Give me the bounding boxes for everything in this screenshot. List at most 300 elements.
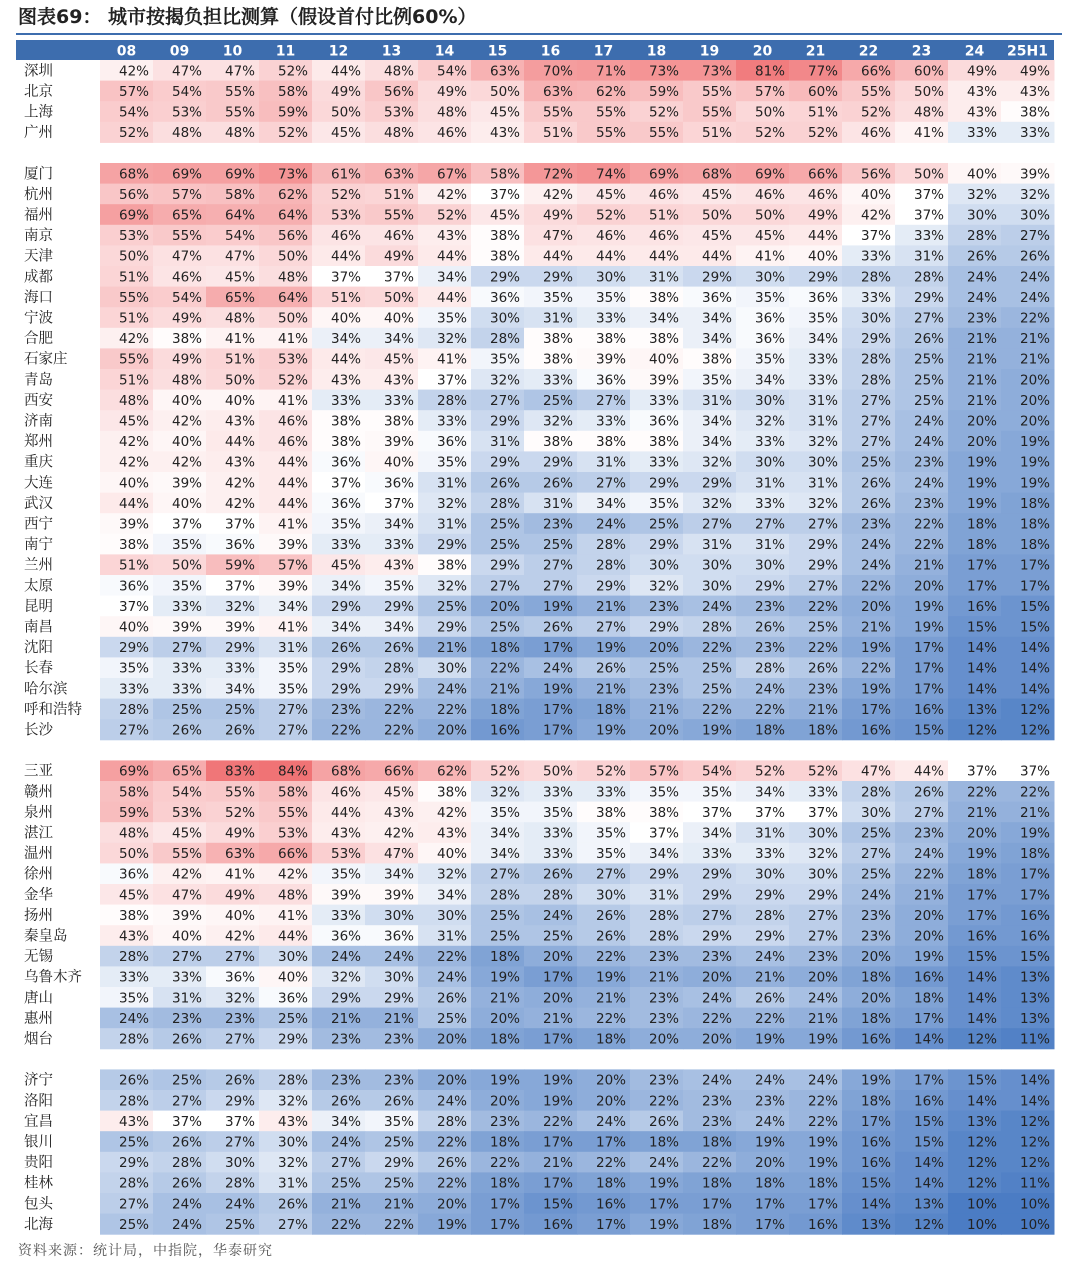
cell-value: 10% (1019, 1196, 1050, 1213)
row-label: 昆明 (24, 598, 53, 615)
cell-value: 51% (118, 557, 149, 574)
cell-value: 40% (171, 928, 202, 945)
cell-value: 24% (913, 846, 944, 863)
cell-value: 19% (807, 1134, 838, 1151)
row-label: 青岛 (24, 372, 53, 389)
cell-value: 52% (754, 125, 785, 142)
cell-value: 25% (171, 1072, 202, 1089)
cell-value: 38% (595, 434, 626, 451)
cell-value: 64% (224, 207, 255, 224)
cell-value: 70% (542, 63, 573, 80)
cell-value: 26% (171, 1175, 202, 1192)
cell-value: 38% (118, 907, 149, 924)
cell-value: 47% (383, 846, 414, 863)
cell-value: 27% (224, 949, 255, 966)
cell-value: 33% (118, 969, 149, 986)
cell-value: 28% (542, 887, 573, 904)
row-label: 金华 (24, 887, 53, 904)
cell-value: 31% (807, 392, 838, 409)
cell-value: 16% (860, 1134, 891, 1151)
cell-value: 25% (383, 1134, 414, 1151)
cell-value: 21% (913, 887, 944, 904)
cell-value: 31% (754, 537, 785, 554)
cell-value: 49% (224, 887, 255, 904)
cell-value: 33% (754, 846, 785, 863)
cell-value: 51% (330, 289, 361, 306)
cell-value: 24% (648, 1155, 679, 1172)
cell-value: 40% (330, 310, 361, 327)
cell-value: 20% (648, 1031, 679, 1048)
cell-value: 24% (754, 1113, 785, 1130)
cell-value: 32% (277, 1093, 308, 1110)
cell-value: 24% (966, 269, 997, 286)
cell-value: 43% (383, 557, 414, 574)
cell-value: 27% (224, 1031, 255, 1048)
cell-value: 42% (542, 186, 573, 203)
cell-value: 29% (330, 660, 361, 677)
cell-value: 12% (966, 722, 997, 739)
cell-value: 27% (595, 475, 626, 492)
cell-value: 22% (542, 1113, 573, 1130)
cell-value: 48% (383, 125, 414, 142)
cell-value: 48% (383, 63, 414, 80)
cell-value: 18% (489, 1031, 520, 1048)
row-label: 呼和浩特 (24, 701, 82, 718)
cell-value: 32% (436, 331, 467, 348)
cell-value: 24% (701, 990, 732, 1007)
cell-value: 34% (224, 681, 255, 698)
cell-value: 22% (754, 701, 785, 718)
cell-value: 28% (118, 1031, 149, 1048)
cell-value: 35% (489, 804, 520, 821)
cell-value: 38% (436, 557, 467, 574)
cell-value: 14% (966, 640, 997, 657)
cell-value: 25% (383, 1175, 414, 1192)
cell-value: 40% (171, 392, 202, 409)
cell-value: 43% (489, 125, 520, 142)
cell-value: 26% (171, 1134, 202, 1151)
cell-value: 29% (648, 619, 679, 636)
cell-value: 17% (701, 1196, 732, 1213)
cell-value: 25% (913, 372, 944, 389)
cell-value: 66% (860, 63, 891, 80)
cell-value: 50% (383, 289, 414, 306)
cell-value: 52% (277, 125, 308, 142)
cell-value: 35% (436, 310, 467, 327)
cell-value: 26% (224, 1072, 255, 1089)
cell-value: 51% (383, 186, 414, 203)
cell-value: 25% (224, 1216, 255, 1233)
cell-value: 50% (118, 248, 149, 265)
cell-value: 18% (860, 969, 891, 986)
cell-value: 24% (1019, 289, 1050, 306)
cell-value: 39% (277, 578, 308, 595)
cell-value: 29% (807, 537, 838, 554)
cell-value: 19% (1019, 475, 1050, 492)
cell-value: 41% (224, 331, 255, 348)
cell-value: 27% (542, 557, 573, 574)
cell-value: 17% (1019, 866, 1050, 883)
cell-value: 37% (383, 495, 414, 512)
cell-value: 46% (330, 228, 361, 245)
cell-value: 44% (330, 804, 361, 821)
cell-value: 17% (860, 701, 891, 718)
cell-value: 22% (648, 1093, 679, 1110)
cell-value: 55% (701, 104, 732, 121)
cell-value: 30% (489, 310, 520, 327)
row-label: 天津 (24, 248, 53, 265)
cell-value: 35% (701, 372, 732, 389)
cell-value: 46% (330, 784, 361, 801)
cell-value: 31% (489, 434, 520, 451)
cell-value: 22% (701, 701, 732, 718)
cell-value: 44% (595, 248, 626, 265)
cell-value: 32% (701, 495, 732, 512)
cell-value: 47% (171, 248, 202, 265)
cell-value: 19% (542, 1093, 573, 1110)
cell-value: 30% (383, 907, 414, 924)
cell-value: 18% (860, 1093, 891, 1110)
cell-value: 30% (754, 557, 785, 574)
row-label: 太原 (24, 578, 53, 595)
cell-value: 51% (118, 310, 149, 327)
cell-value: 33% (542, 825, 573, 842)
cell-value: 32% (224, 598, 255, 615)
cell-value: 28% (860, 784, 891, 801)
cell-value: 54% (701, 763, 732, 780)
cell-value: 42% (860, 207, 891, 224)
cell-value: 50% (701, 207, 732, 224)
cell-value: 16% (966, 598, 997, 615)
cell-value: 34% (648, 310, 679, 327)
cell-value: 51% (648, 207, 679, 224)
row-label: 温州 (24, 846, 53, 863)
cell-value: 24% (595, 1113, 626, 1130)
cell-value: 39% (383, 887, 414, 904)
cell-value: 28% (436, 1113, 467, 1130)
cell-value: 21% (754, 969, 785, 986)
cell-value: 46% (595, 228, 626, 245)
cell-value: 37% (330, 475, 361, 492)
row-label: 赣州 (24, 784, 53, 801)
cell-value: 51% (118, 269, 149, 286)
cell-value: 32% (754, 413, 785, 430)
cell-value: 51% (542, 125, 573, 142)
cell-value: 22% (489, 660, 520, 677)
cell-value: 73% (648, 63, 679, 80)
cell-value: 23% (648, 949, 679, 966)
cell-value: 68% (118, 166, 149, 183)
cell-value: 34% (436, 887, 467, 904)
cell-value: 62% (595, 83, 626, 100)
cell-value: 30% (277, 1134, 308, 1151)
cell-value: 17% (542, 1134, 573, 1151)
cell-value: 28% (118, 1093, 149, 1110)
cell-value: 20% (542, 949, 573, 966)
cell-value: 36% (436, 434, 467, 451)
cell-value: 27% (860, 413, 891, 430)
column-header-20: 20 (752, 43, 773, 60)
cell-value: 31% (277, 640, 308, 657)
cell-value: 27% (542, 578, 573, 595)
cell-value: 21% (966, 331, 997, 348)
cell-value: 30% (277, 949, 308, 966)
cell-value: 50% (171, 557, 202, 574)
cell-value: 49% (966, 63, 997, 80)
cell-value: 43% (118, 928, 149, 945)
cell-value: 72% (542, 166, 573, 183)
row-label: 宁波 (24, 310, 53, 327)
cell-value: 13% (966, 701, 997, 718)
cell-value: 77% (807, 63, 838, 80)
cell-value: 56% (383, 83, 414, 100)
cell-value: 26% (330, 1093, 361, 1110)
cell-value: 31% (436, 475, 467, 492)
cell-value: 31% (436, 516, 467, 533)
column-header-12: 12 (328, 43, 349, 60)
cell-value: 32% (436, 495, 467, 512)
cell-value: 59% (118, 804, 149, 821)
cell-value: 24% (913, 413, 944, 430)
cell-value: 40% (224, 907, 255, 924)
cell-value: 25% (489, 537, 520, 554)
cell-value: 47% (542, 228, 573, 245)
cell-value: 29% (436, 619, 467, 636)
cell-value: 26% (383, 640, 414, 657)
cell-value: 37% (1019, 763, 1050, 780)
cell-value: 29% (648, 537, 679, 554)
cell-value: 35% (542, 804, 573, 821)
cell-value: 22% (436, 1134, 467, 1151)
cell-value: 44% (277, 454, 308, 471)
cell-value: 18% (966, 866, 997, 883)
cell-value: 26% (542, 475, 573, 492)
cell-value: 63% (383, 166, 414, 183)
cell-value: 27% (171, 1093, 202, 1110)
cell-value: 24% (118, 1010, 149, 1027)
cell-value: 33% (754, 495, 785, 512)
cell-value: 22% (330, 722, 361, 739)
cell-value: 28% (913, 269, 944, 286)
cell-value: 51% (807, 104, 838, 121)
cell-value: 21% (489, 681, 520, 698)
cell-value: 33% (542, 784, 573, 801)
cell-value: 18% (489, 1175, 520, 1192)
cell-value: 25% (118, 1134, 149, 1151)
cell-value: 41% (913, 125, 944, 142)
column-header-21: 21 (805, 43, 826, 60)
row-label: 三亚 (24, 763, 53, 780)
cell-value: 22% (383, 722, 414, 739)
cell-value: 56% (118, 186, 149, 203)
cell-value: 43% (330, 372, 361, 389)
cell-value: 57% (171, 186, 202, 203)
cell-value: 21% (1019, 351, 1050, 368)
cell-value: 49% (542, 207, 573, 224)
cell-value: 16% (860, 1155, 891, 1172)
cell-value: 37% (489, 186, 520, 203)
cell-value: 16% (860, 1031, 891, 1048)
cell-value: 44% (277, 475, 308, 492)
cell-value: 66% (277, 846, 308, 863)
row-label: 唐山 (24, 990, 53, 1007)
cell-value: 26% (966, 248, 997, 265)
cell-value: 17% (754, 1196, 785, 1213)
cell-value: 48% (171, 125, 202, 142)
cell-value: 21% (383, 1196, 414, 1213)
cell-value: 23% (860, 516, 891, 533)
row-label: 西安 (24, 392, 53, 409)
cell-value: 39% (1019, 166, 1050, 183)
cell-value: 29% (383, 681, 414, 698)
cell-value: 27% (701, 907, 732, 924)
row-label: 杭州 (24, 186, 53, 203)
cell-value: 48% (118, 392, 149, 409)
cell-value: 27% (807, 578, 838, 595)
cell-value: 26% (860, 475, 891, 492)
cell-value: 38% (118, 537, 149, 554)
cell-value: 28% (489, 495, 520, 512)
cell-value: 42% (224, 928, 255, 945)
cell-value: 21% (489, 990, 520, 1007)
cell-value: 42% (277, 866, 308, 883)
cell-value: 27% (330, 1155, 361, 1172)
cell-value: 30% (595, 887, 626, 904)
cell-value: 17% (966, 887, 997, 904)
cell-value: 16% (1019, 907, 1050, 924)
column-header-19: 19 (699, 43, 720, 60)
cell-value: 15% (966, 619, 997, 636)
cell-value: 19% (1019, 434, 1050, 451)
cell-value: 21% (595, 990, 626, 1007)
cell-value: 56% (860, 166, 891, 183)
cell-value: 18% (701, 1175, 732, 1192)
row-label: 南昌 (24, 619, 53, 636)
cell-value: 22% (436, 949, 467, 966)
cell-value: 69% (224, 166, 255, 183)
cell-value: 32% (224, 990, 255, 1007)
cell-value: 38% (1019, 104, 1050, 121)
cell-value: 49% (330, 83, 361, 100)
cell-value: 29% (701, 887, 732, 904)
cell-value: 50% (542, 763, 573, 780)
cell-value: 19% (807, 1031, 838, 1048)
cell-value: 55% (224, 104, 255, 121)
cell-value: 54% (171, 289, 202, 306)
cell-value: 23% (807, 949, 838, 966)
cell-value: 32% (542, 413, 573, 430)
cell-value: 12% (966, 1175, 997, 1192)
cell-value: 22% (807, 640, 838, 657)
cell-value: 22% (966, 784, 997, 801)
row-label: 海口 (24, 289, 53, 306)
row-label: 徐州 (24, 866, 53, 883)
cell-value: 40% (860, 186, 891, 203)
cell-value: 27% (595, 866, 626, 883)
cell-value: 52% (277, 372, 308, 389)
row-label: 无锡 (24, 949, 53, 966)
cell-value: 42% (171, 413, 202, 430)
cell-value: 35% (489, 351, 520, 368)
cell-value: 25% (807, 619, 838, 636)
cell-value: 53% (277, 351, 308, 368)
cell-value: 18% (489, 640, 520, 657)
cell-value: 24% (595, 516, 626, 533)
cell-value: 46% (277, 413, 308, 430)
cell-value: 50% (277, 310, 308, 327)
cell-value: 19% (595, 640, 626, 657)
cell-value: 57% (277, 557, 308, 574)
cell-value: 24% (913, 475, 944, 492)
cell-value: 24% (330, 949, 361, 966)
column-header-25H1: 25H1 (1007, 43, 1048, 60)
cell-value: 24% (860, 557, 891, 574)
row-label: 深圳 (24, 63, 53, 80)
cell-value: 35% (648, 784, 679, 801)
cell-value: 28% (754, 660, 785, 677)
cell-value: 57% (754, 83, 785, 100)
cell-value: 19% (1019, 454, 1050, 471)
cell-value: 23% (913, 495, 944, 512)
cell-value: 36% (224, 969, 255, 986)
cell-value: 52% (860, 104, 891, 121)
cell-value: 20% (595, 1093, 626, 1110)
cell-value: 43% (277, 1113, 308, 1130)
cell-value: 13% (1019, 1010, 1050, 1027)
cell-value: 17% (913, 1072, 944, 1089)
cell-value: 29% (701, 866, 732, 883)
cell-value: 26% (1019, 248, 1050, 265)
cell-value: 42% (118, 434, 149, 451)
cell-value: 25% (171, 701, 202, 718)
cell-value: 42% (171, 454, 202, 471)
cell-value: 24% (807, 1072, 838, 1089)
cell-value: 44% (277, 928, 308, 945)
cell-value: 35% (436, 454, 467, 471)
cell-value: 43% (224, 454, 255, 471)
cell-value: 15% (966, 1072, 997, 1089)
cell-value: 17% (913, 660, 944, 677)
cell-value: 35% (118, 990, 149, 1007)
cell-value: 54% (118, 104, 149, 121)
cell-value: 32% (436, 578, 467, 595)
cell-value: 46% (648, 228, 679, 245)
cell-value: 34% (701, 434, 732, 451)
cell-value: 23% (224, 1010, 255, 1027)
cell-value: 17% (913, 681, 944, 698)
cell-value: 31% (701, 537, 732, 554)
cell-value: 20% (807, 969, 838, 986)
cell-value: 55% (118, 289, 149, 306)
cell-value: 26% (436, 1155, 467, 1172)
cell-value: 37% (860, 228, 891, 245)
cell-value: 56% (277, 228, 308, 245)
cell-value: 42% (118, 454, 149, 471)
row-label: 兰州 (24, 557, 53, 574)
cell-value: 26% (754, 990, 785, 1007)
cell-value: 23% (171, 1010, 202, 1027)
cell-value: 31% (595, 454, 626, 471)
cell-value: 37% (436, 372, 467, 389)
cell-value: 43% (436, 825, 467, 842)
row-label: 大连 (24, 475, 53, 492)
cell-value: 19% (489, 969, 520, 986)
cell-value: 18% (1019, 495, 1050, 512)
cell-value: 20% (1019, 372, 1050, 389)
cell-value: 29% (224, 640, 255, 657)
cell-value: 36% (383, 475, 414, 492)
column-header-23: 23 (911, 43, 932, 60)
